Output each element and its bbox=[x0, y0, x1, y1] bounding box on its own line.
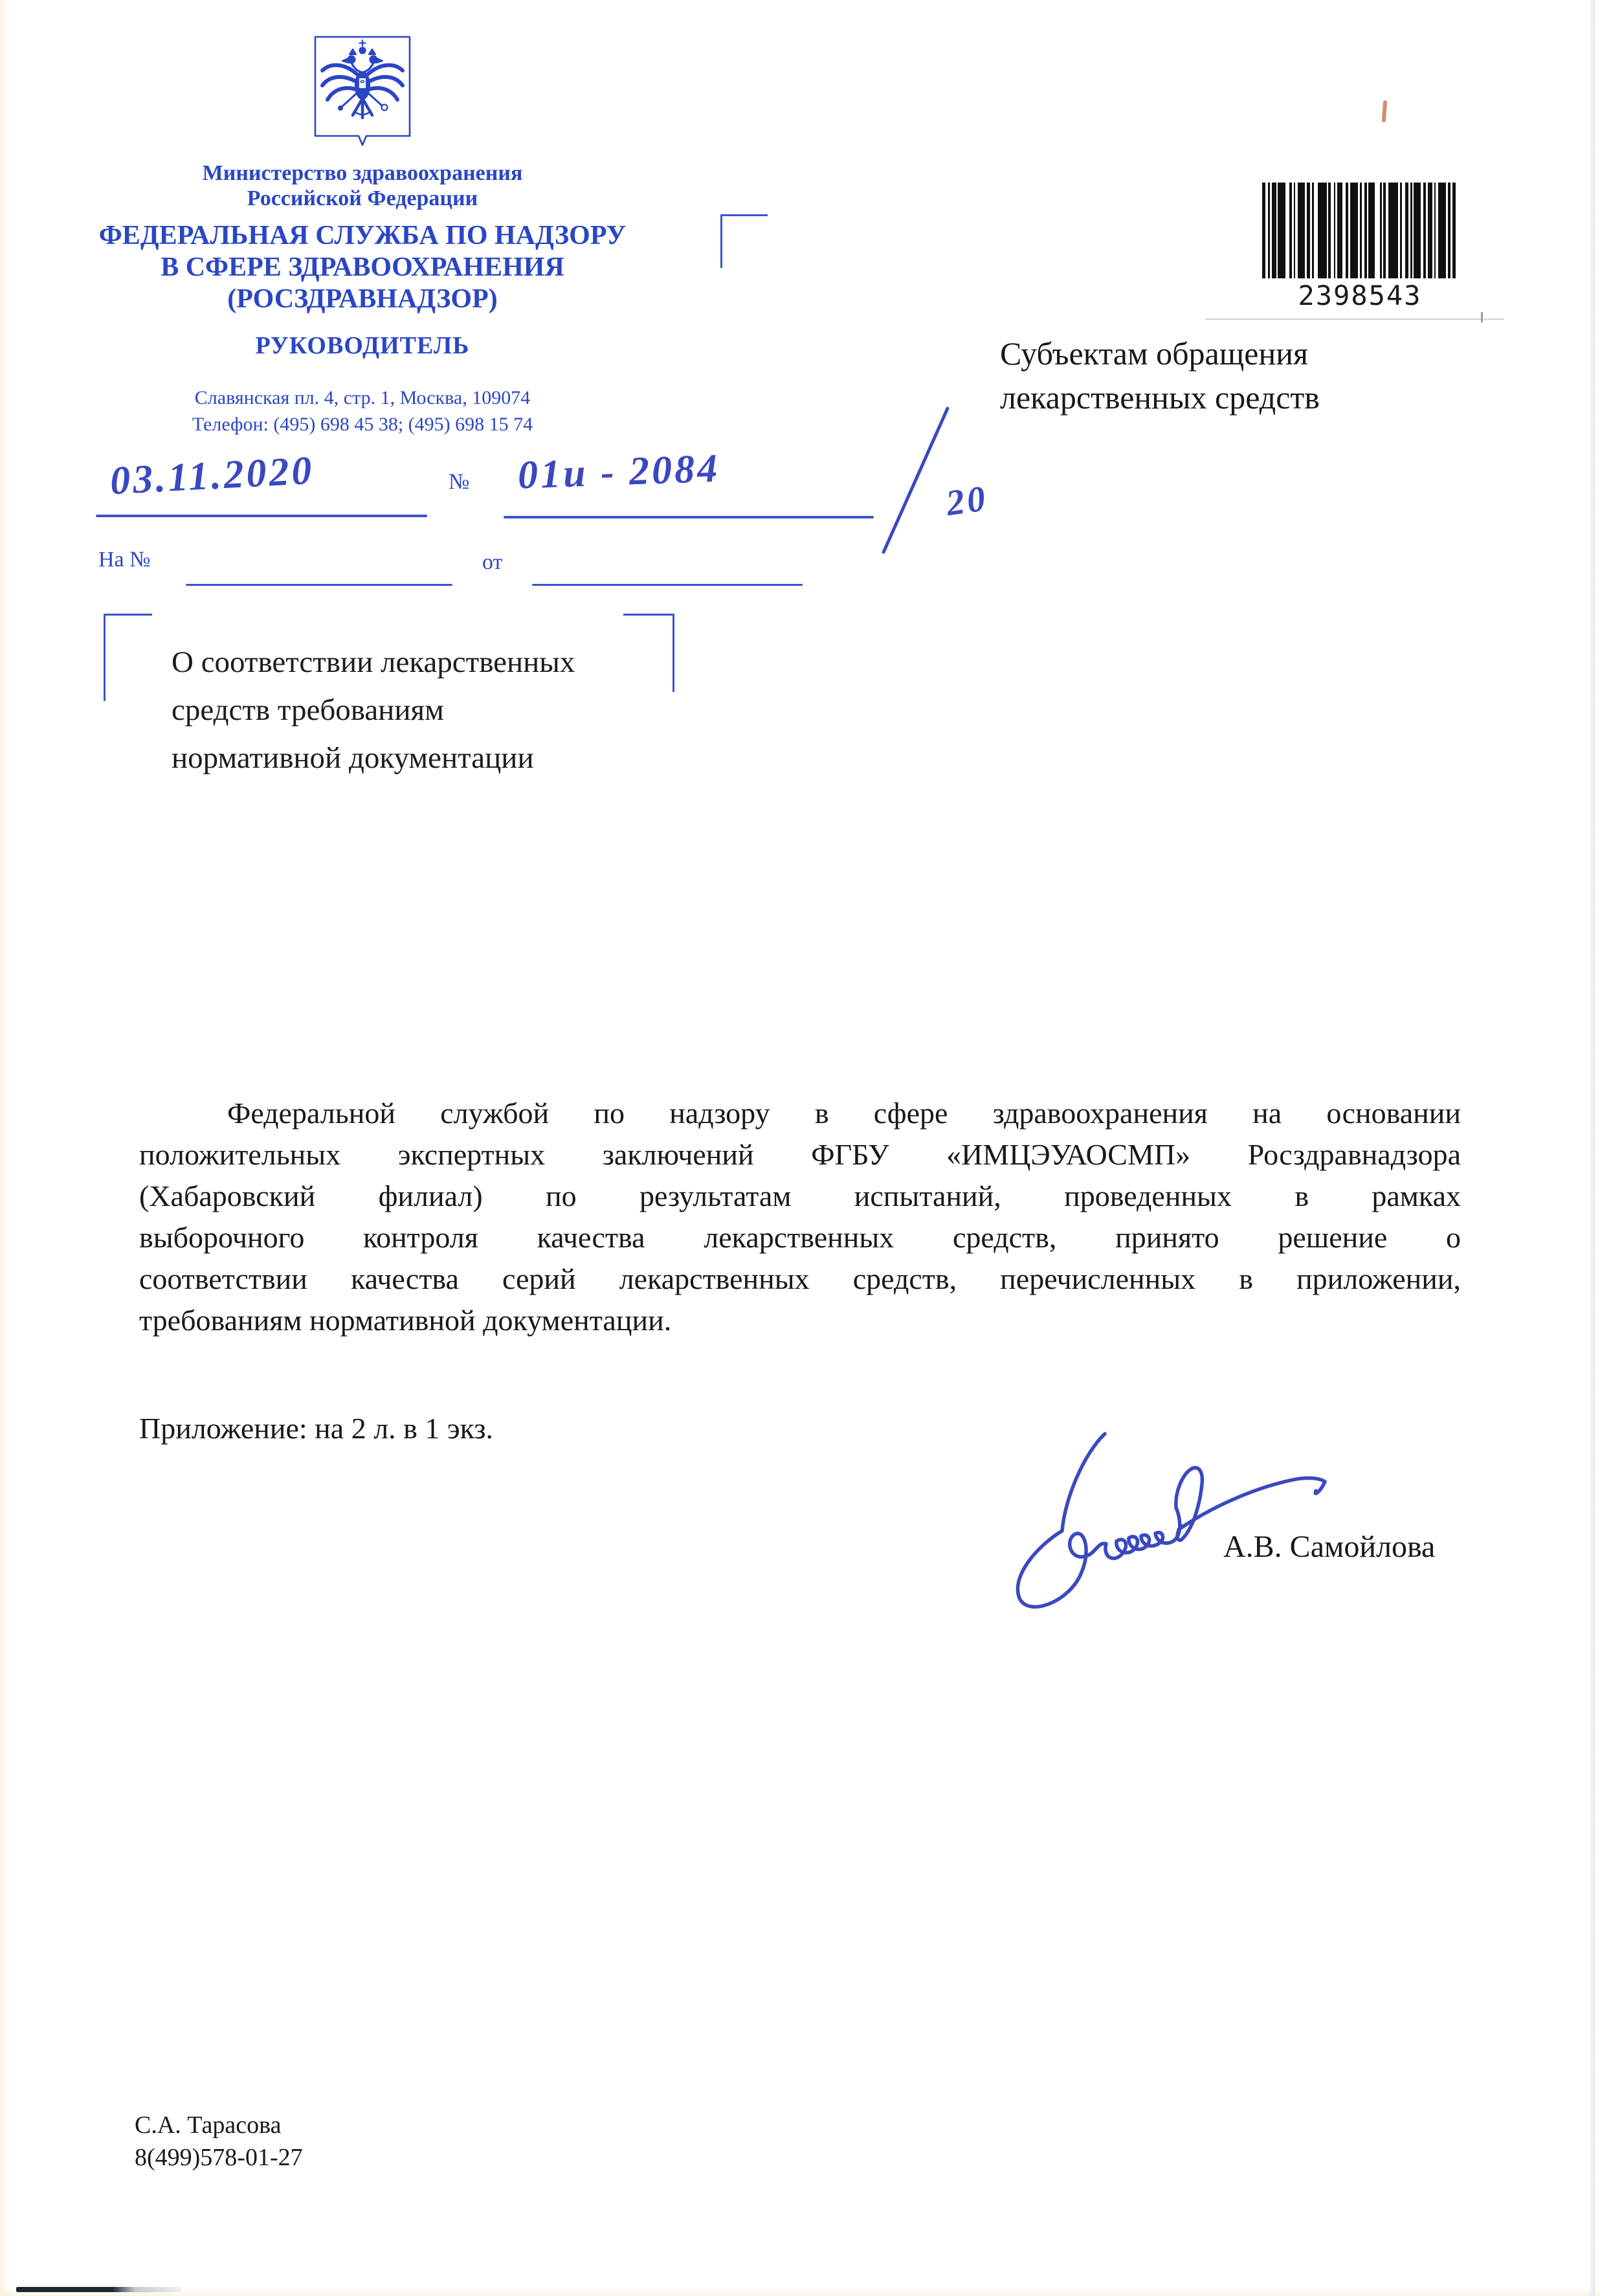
date-underline bbox=[96, 515, 427, 517]
agency-address: Славянская пл. 4, стр. 1, Москва, 109074 bbox=[194, 387, 531, 408]
barcode-bar bbox=[1307, 183, 1310, 278]
barcode-bar bbox=[1414, 183, 1421, 278]
barcode-bar bbox=[1405, 183, 1408, 278]
barcode-bar bbox=[1318, 183, 1327, 278]
barcode-bar bbox=[1428, 183, 1432, 278]
agency-line3: (РОСЗДРАВНАДЗОР) bbox=[227, 284, 498, 314]
recipient-line2: лекарственных средств bbox=[1000, 379, 1320, 416]
barcode-bar bbox=[1400, 183, 1402, 278]
barcode-bar bbox=[1380, 183, 1382, 278]
executor-name: С.А. Тарасова bbox=[135, 2112, 282, 2139]
barcode-baseline bbox=[1205, 318, 1504, 320]
barcode-bar bbox=[1410, 183, 1412, 278]
barcode-bar bbox=[1294, 183, 1296, 278]
barcode-bar bbox=[1268, 183, 1270, 278]
body-line: (Хабаровский филиал) по результатам испытаний, проведенных в рамках bbox=[139, 1179, 1461, 1212]
agency-line1: ФЕДЕРАЛЬНАЯ СЛУЖБА ПО НАДЗОРУ bbox=[98, 221, 627, 251]
barcode-bar bbox=[1272, 183, 1276, 278]
reply-number-label: На № bbox=[98, 548, 151, 572]
barcode-bar bbox=[1383, 183, 1386, 278]
subject-line2: средств требованиям bbox=[172, 693, 444, 727]
scan-mark-top-right bbox=[1382, 100, 1387, 122]
recipient-line1: Субъектам обращения bbox=[1000, 335, 1308, 372]
barcode-bar bbox=[1298, 183, 1305, 278]
signer-name: А.В. Самойлова bbox=[1223, 1530, 1436, 1564]
executor-block bbox=[135, 2109, 303, 2174]
reply-date-underline bbox=[532, 584, 803, 586]
barcode-bar bbox=[1368, 183, 1374, 278]
subject-line1: О соответствии лекарственных bbox=[172, 645, 575, 679]
handwritten-date: 03.11.2020 bbox=[109, 448, 316, 504]
reply-number-underline bbox=[186, 584, 452, 586]
handwritten-outgoing-number: 01и - 2084 bbox=[517, 446, 721, 498]
attachment-note: Приложение: на 2 л. в 1 экз. bbox=[139, 1412, 494, 1445]
barcode-bar bbox=[1312, 183, 1314, 278]
letter-body bbox=[139, 1093, 1461, 1341]
signer-position-title: РУКОВОДИТЕЛЬ bbox=[255, 332, 470, 359]
ministry-line2: Российской Федерации bbox=[247, 186, 478, 210]
scan-smudge-bottom-left bbox=[16, 2287, 181, 2292]
body-line: положительных экспертных заключений ФГБУ «ИМЦЭУАОСМП» Росздравнадзора bbox=[139, 1138, 1461, 1171]
barcode-bar bbox=[1423, 183, 1426, 278]
barcode-bar bbox=[1434, 183, 1436, 278]
agency-line2: В СФЕРЕ ЗДРАВООХРАНЕНИЯ bbox=[161, 252, 564, 282]
barcode-bar bbox=[1360, 183, 1362, 278]
barcode-bar bbox=[1278, 183, 1285, 278]
barcode-number: 2398543 bbox=[1298, 280, 1422, 311]
registration-barcode bbox=[1262, 183, 1458, 278]
barcode-bar bbox=[1448, 183, 1450, 278]
barcode-bar bbox=[1388, 183, 1398, 278]
reply-date-label: от bbox=[482, 550, 503, 574]
barcode-bar bbox=[1262, 183, 1265, 278]
handwritten-slash bbox=[882, 407, 950, 555]
body-line: требованиям нормативной документации. bbox=[139, 1304, 672, 1337]
body-line: выборочного контроля качества лекарственных средств, принято решение о bbox=[139, 1221, 1461, 1254]
barcode-baseline-tick bbox=[1481, 312, 1483, 322]
agency-name bbox=[58, 220, 667, 315]
body-line: Федеральной службой по надзору в сфере здравоохранения на основании bbox=[227, 1097, 1461, 1130]
agency-contacts bbox=[58, 385, 667, 438]
barcode-bar bbox=[1438, 183, 1446, 278]
body-line: соответствии качества серий лекарственных средств, перечисленных в приложении, bbox=[139, 1262, 1461, 1295]
subject-line3: нормативной документации bbox=[172, 741, 534, 775]
recipient-block bbox=[1000, 331, 1414, 419]
letter-subject bbox=[172, 638, 663, 782]
barcode-bar bbox=[1346, 183, 1348, 278]
barcode-bar bbox=[1289, 183, 1292, 278]
barcode-bar bbox=[1452, 183, 1456, 278]
ministry-line1: Министерство здравоохранения bbox=[202, 161, 523, 185]
scan-edge-bottom bbox=[0, 2287, 1600, 2296]
scan-edge-right bbox=[1588, 0, 1595, 2296]
barcode-bar bbox=[1334, 183, 1336, 278]
address-zone-corner-bracket bbox=[720, 214, 768, 268]
ministry-name bbox=[58, 161, 667, 211]
handwritten-signature bbox=[968, 1414, 1356, 1622]
executor-phone: 8(499)578-01-27 bbox=[135, 2144, 303, 2171]
barcode-bar bbox=[1350, 183, 1358, 278]
barcode-bar bbox=[1337, 183, 1342, 278]
number-sign: № bbox=[449, 470, 470, 494]
agency-phone: Телефон: (495) 698 45 38; (495) 698 15 74 bbox=[192, 414, 533, 435]
scan-edge-left bbox=[0, 0, 10, 2296]
barcode-bar bbox=[1364, 183, 1367, 278]
number-underline bbox=[504, 516, 874, 518]
barcode-bar bbox=[1328, 183, 1331, 278]
handwritten-number-suffix: 20 bbox=[943, 478, 991, 524]
subject-zone-left-bracket bbox=[104, 614, 152, 701]
russia-coat-of-arms-icon bbox=[313, 34, 412, 151]
